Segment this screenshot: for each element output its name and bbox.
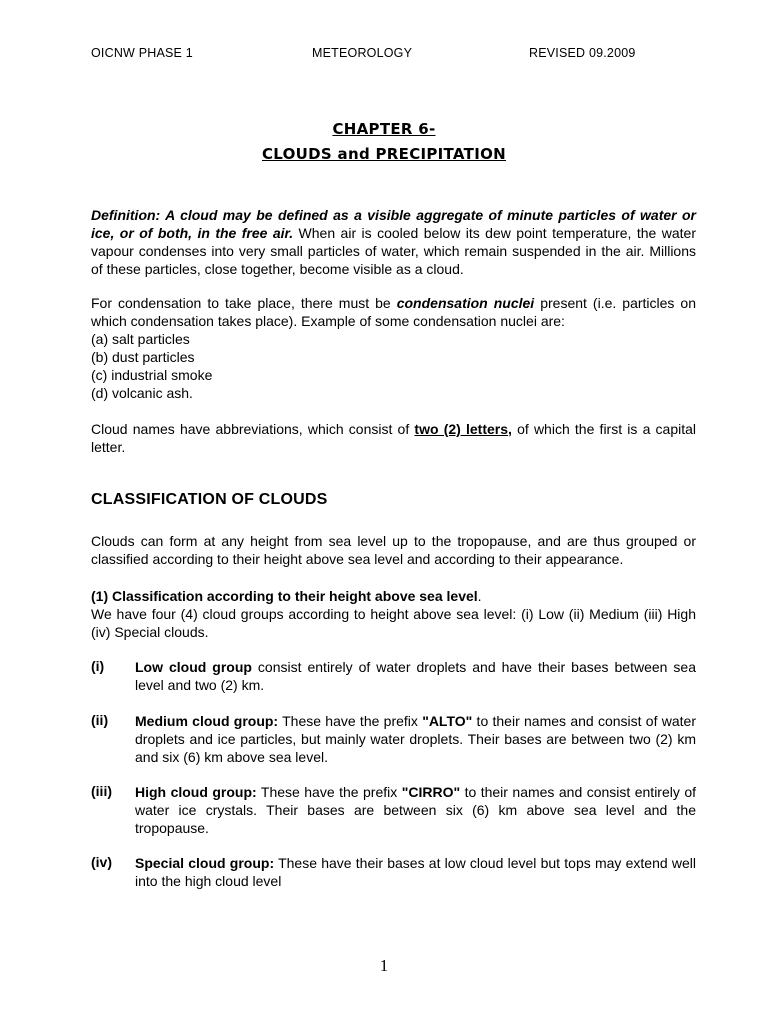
group-title: Low cloud group [135, 659, 252, 675]
nuclei-list-item: (b) dust particles [91, 349, 195, 365]
definition-explanation: When air is cooled below its dew point temperature, the water vapour condenses into very small particles of water, which remain suspended in the air. Millions of these particles, close together, become visible as a cloud. [91, 225, 696, 277]
chapter-number-text: CHAPTER 6- [332, 120, 436, 138]
group-description: These have the prefix [256, 784, 402, 800]
group-title: Medium cloud group: [135, 713, 279, 729]
header-right: REVISED 09.2009 [529, 46, 636, 60]
group-prefix: "CIRRO" [401, 784, 461, 800]
group-number: (iv) [91, 854, 112, 870]
abbreviations-text-end: of which the first is a capital letter. [91, 421, 696, 455]
definition-paragraph [91, 206, 696, 278]
group-description: to their names and consist of water droplets and ice particles, but mainly water droplets. Their bases are between two (2) km and six (6) km above sea level. [135, 713, 696, 765]
medium-cloud-group [135, 712, 696, 766]
header-left: OICNW PHASE 1 [91, 46, 193, 60]
group-number: (ii) [91, 712, 109, 728]
abbreviations-text-start: Cloud names have abbreviations, which consist of [91, 421, 415, 437]
two-letters-term: two (2) letters, [414, 421, 512, 437]
group-title: Special cloud group: [135, 855, 275, 871]
group-number: (iii) [91, 783, 112, 799]
section-heading: CLASSIFICATION OF CLOUDS [91, 491, 328, 508]
sub-heading: (1) Classification according to their height above sea level [91, 588, 478, 604]
chapter-number [0, 120, 768, 138]
group-prefix: "ALTO" [422, 713, 473, 729]
chapter-title-text: CLOUDS and PRECIPITATION [262, 145, 506, 163]
condensation-nuclei-term: condensation nuclei [396, 295, 535, 311]
group-description: to their names and consist entirely of water ice crystals. Their bases are between six (6) km above sea level and the tropopause. [135, 784, 697, 836]
group-description: These have the prefix [278, 713, 423, 729]
nuclei-list-item: (d) volcanic ash. [91, 385, 193, 401]
condensation-text-start: For condensation to take place, there must be [91, 295, 397, 311]
low-cloud-group [135, 658, 696, 694]
groups-summary: We have four (4) cloud groups according to height above sea level: (i) Low (ii) Medium (iii) High (iv) Special clouds. [91, 606, 696, 640]
group-description: consist entirely of water droplets and have their bases between sea level and two (2) km. [135, 659, 696, 693]
condensation-paragraph [91, 294, 696, 402]
chapter-title [0, 145, 768, 163]
group-title: High cloud group: [135, 784, 257, 800]
page-number: 1 [379, 956, 389, 975]
group-description: These have their bases at low cloud level but tops may extend well into the high cloud level [135, 855, 696, 889]
classification-intro: Clouds can form at any height from sea level up to the tropopause, and are thus grouped or classified according to their height above sea level and according to their appearance. [91, 533, 696, 567]
group-number: (i) [91, 658, 105, 674]
abbreviations-paragraph [91, 420, 696, 456]
nuclei-list-item: (c) industrial smoke [91, 367, 213, 383]
definition-statement: Definition: A cloud may be defined as a visible aggregate of minute particles of water or ice, or of both, in the free air. [91, 207, 696, 241]
condensation-text-end: present (i.e. particles on which condensation takes place). Example of some condensation nuclei are: [91, 295, 696, 329]
high-cloud-group [135, 783, 696, 837]
height-classification [91, 587, 696, 641]
special-cloud-group [135, 854, 696, 890]
nuclei-list-item: (a) salt particles [91, 331, 190, 347]
header-center: METEOROLOGY [312, 46, 413, 60]
sub-heading-period: . [477, 588, 482, 604]
